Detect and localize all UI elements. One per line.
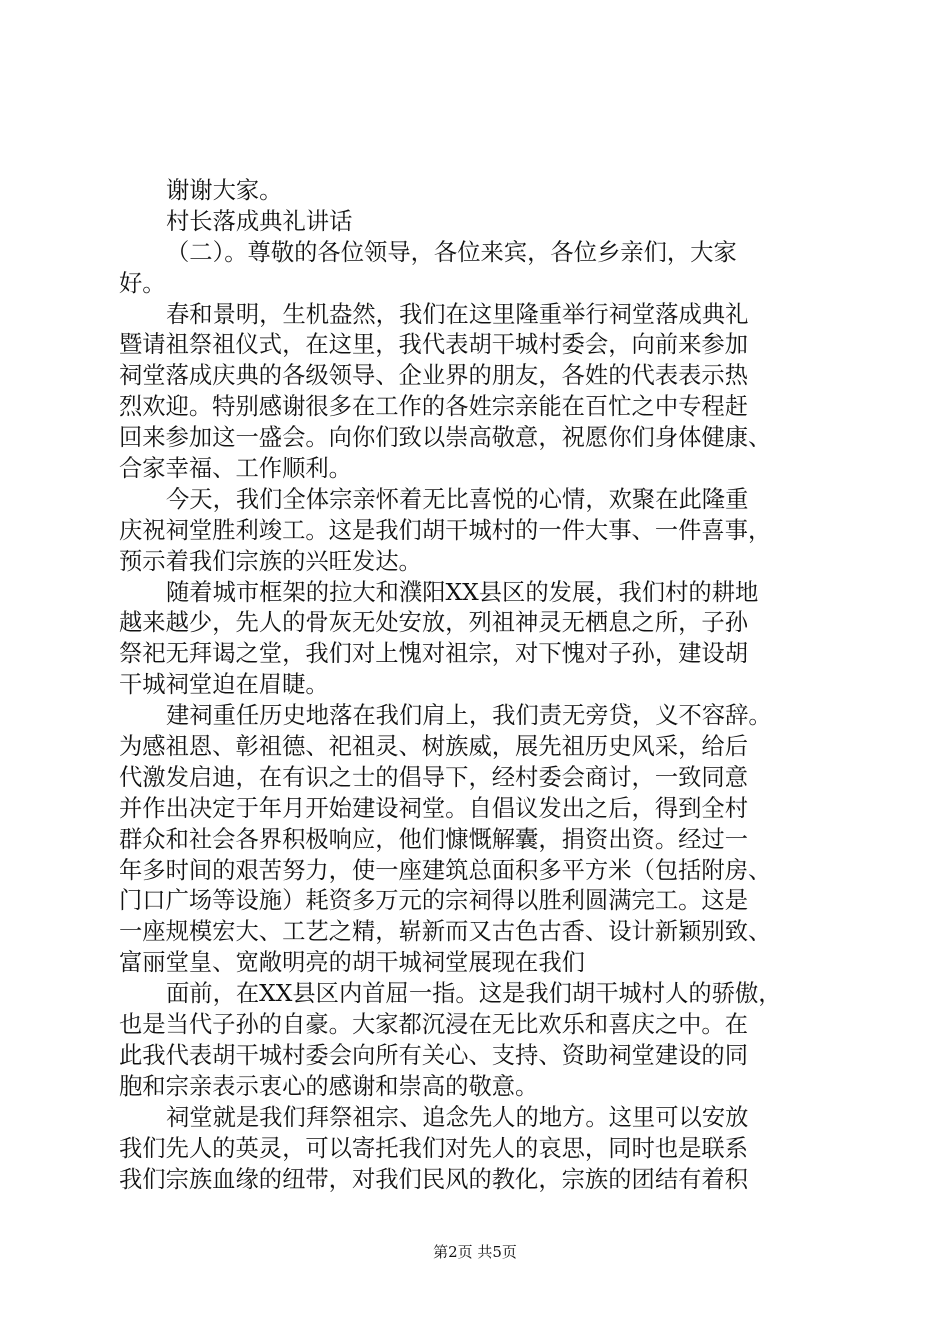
text-line: 越来越少，先人的骨灰无处安放，列祖神灵无栖息之所，子孙 [119, 609, 749, 637]
text-line: 预示着我们宗族的兴旺发达。 [119, 547, 422, 575]
text-line: 好。 [119, 269, 166, 297]
text-line: 庆祝祠堂胜利竣工。这是我们胡干城村的一件大事、一件喜事， [119, 516, 772, 544]
text-line: 门口广场等设施）耗资多万元的宗祠得以胜利圆满完工。这是 [119, 887, 749, 915]
text-line: 富丽堂皇、宽敞明亮的胡干城祠堂展现在我们 [119, 949, 585, 977]
text-line: 胞和宗亲表示衷心的感谢和崇高的敬意。 [119, 1072, 539, 1100]
text-line: 干城祠堂迫在眉睫。 [119, 671, 329, 699]
text-line: 群众和社会各界积极响应，他们慷慨解囊，捐资出资。经过一 [119, 825, 749, 853]
text-line: 祠堂落成庆典的各级领导、企业界的朋友，各姓的代表表示热 [119, 362, 749, 390]
text-line: 此我代表胡干城村委会向所有关心、支持、资助祠堂建设的同 [119, 1041, 749, 1069]
paragraph-start: 面前，在XX县区内首屈一指。这是我们胡干城村人的骄傲， [166, 980, 782, 1008]
salutation-line: （二）。尊敬的各位领导，各位来宾，各位乡亲们，大家 [166, 238, 737, 266]
text-line: 我们先人的英灵，可以寄托我们对先人的哀思，同时也是联系 [119, 1134, 749, 1162]
speech-title: 村长落成典礼讲话 [166, 207, 353, 235]
text-line: 并作出决定于年月开始建设祠堂。自倡议发出之后，得到全村 [119, 794, 749, 822]
text-line: 一座规模宏大、工艺之精，崭新而又古色古香、设计新颖别致、 [119, 918, 772, 946]
text-line: 暨请祖祭祖仪式，在这里，我代表胡干城村委会，向前来参加 [119, 331, 749, 359]
paragraph-start: 春和景明，生机盎然，我们在这里隆重举行祠堂落成典礼 [166, 300, 749, 328]
text-line: 也是当代子孙的自豪。大家都沉浸在无比欢乐和喜庆之中。在 [119, 1011, 749, 1039]
text-line: 合家幸福、工作顺利。 [119, 455, 352, 483]
page-number-footer: 第2页 共5页 [433, 1243, 517, 1261]
text-line: 我们宗族血缘的纽带，对我们民风的教化，宗族的团结有着积 [119, 1165, 749, 1193]
text-line: 为感祖恩、彰祖德、祀祖灵、树族威，展先祖历史风采，给后 [119, 733, 749, 761]
paragraph-start: 随着城市框架的拉大和濮阳XX县区的发展，我们村的耕地 [166, 578, 759, 606]
text-line: 年多时间的艰苦努力，使一座建筑总面积多平方米（包括附房、 [119, 856, 772, 884]
document-body [119, 176, 835, 1195]
closing-line: 谢谢大家。 [166, 177, 283, 204]
paragraph-start: 祠堂就是我们拜祭祖宗、追念先人的地方。这里可以安放 [166, 1103, 749, 1131]
text-line: 回来参加这一盛会。向你们致以崇高敬意，祝愿你们身体健康、 [119, 424, 772, 452]
text-line: 烈欢迎。特别感谢很多在工作的各姓宗亲能在百忙之中专程赶 [119, 393, 749, 421]
text-line: 代激发启迪，在有识之士的倡导下，经村委会商讨，一致同意 [119, 763, 749, 791]
paragraph-start: 建祠重任历史地落在我们肩上，我们责无旁贷，义不容辞。 [166, 702, 772, 730]
paragraph-start: 今天，我们全体宗亲怀着无比喜悦的心情，欢聚在此隆重 [166, 485, 749, 513]
text-line: 祭祀无拜谒之堂，我们对上愧对祖宗，对下愧对子孙，建设胡 [119, 640, 749, 668]
